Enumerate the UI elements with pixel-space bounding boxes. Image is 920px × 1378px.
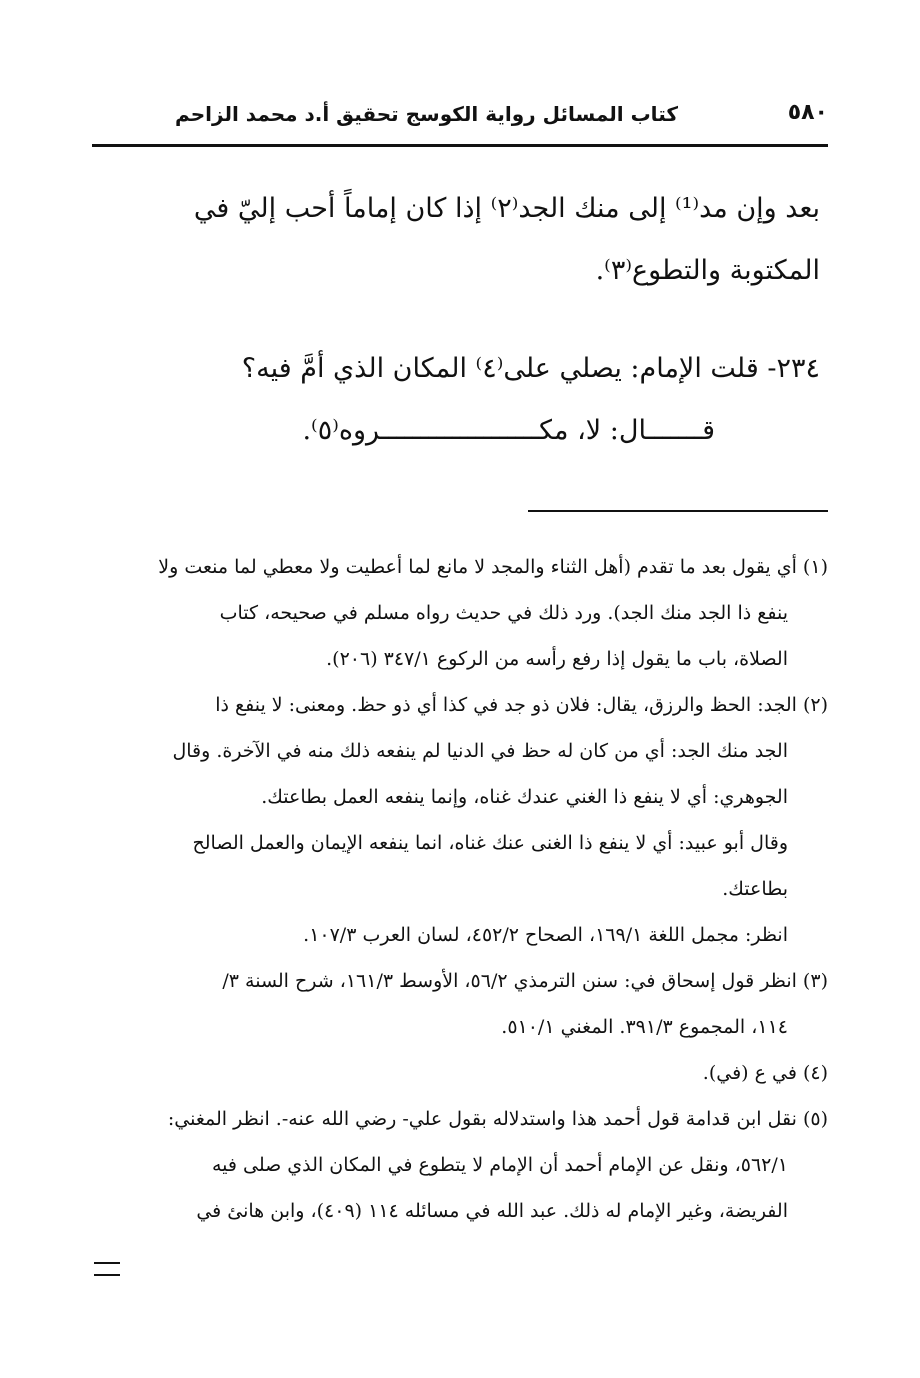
question-234: ٢٣٤- قلت الإمام: يصلي على⁽٤⁾ المكان الذي أمَّ فيه؟ xyxy=(241,353,820,384)
footnotes xyxy=(92,544,828,1234)
main-text xyxy=(92,178,820,462)
footnote-line: الصلاة، باب ما يقول إذا رفع رأسه من الركوع ٣٤٧/١ (٢٠٦). xyxy=(326,648,788,670)
footnote-line: الفريضة، وغير الإمام له ذلك. عبد الله في مسائله ١١٤ (٤٠٩)، وابن هانئ في xyxy=(196,1200,788,1222)
running-title: كتاب المسائل رواية الكوسج تحقيق أ.د محمد الزاحم xyxy=(175,102,678,126)
continuation-mark xyxy=(94,1262,120,1276)
main-line-1: بعد وإن مد⁽¹⁾ إلى منك الجد⁽٢⁾ إذا كان إماماً أحب إليّ في xyxy=(193,193,820,224)
footnote-line: (٥) نقل ابن قدامة قول أحمد هذا واستدلاله بقول علي- رضي الله عنه-. انظر المغني: xyxy=(167,1108,828,1130)
page-header xyxy=(92,96,828,147)
footnote-line: الجوهري: أي لا ينفع ذا الغني عندك غناه، وإنما ينفعه العمل بطاعتك. xyxy=(261,786,788,808)
footnote-line: ينفع ذا الجد منك الجد). ورد ذلك في حديث رواه مسلم في صحيحه، كتاب xyxy=(219,602,788,624)
footnote-line: (٤) في ع (في). xyxy=(702,1062,828,1084)
footnote-line: الجد منك الجد: أي من كان له حظ في الدنيا لم ينفعه ذلك منه في الآخرة. وقال xyxy=(172,740,788,762)
footnote-line: وقال أبو عبيد: أي لا ينفع ذا الغنى عنك غناه، انما ينفعه الإيمان والعمل الصالح xyxy=(192,832,788,854)
footnote-line: (٣) انظر قول إسحاق في: سنن الترمذي ٥٦/٢، الأوسط ١٦١/٣، شرح السنة ٣/ xyxy=(222,970,828,992)
footnote-line: ١١٤، المجموع ٣٩١/٣. المغني ٥١٠/١. xyxy=(501,1016,788,1038)
footnote-line: (١) أي يقول بعد ما تقدم (أهل الثناء والمجد لا مانع لما أعطيت ولا معطي لما منعت ولا xyxy=(158,556,828,578)
footnote-separator xyxy=(528,510,828,512)
footnote-line: ٥٦٢/١، ونقل عن الإمام أحمد أن الإمام لا يتطوع في المكان الذي صلى فيه xyxy=(211,1154,788,1176)
footnote-line: انظر: مجمل اللغة ١٦٩/١، الصحاح ٤٥٢/٢، لسان العرب ١٠٧/٣. xyxy=(303,924,788,946)
main-line-2: المكتوبة والتطوع⁽٣⁾. xyxy=(595,255,820,286)
answer-234: قـــــــال: لا، مكــــــــــــــــــــروه⁽٥⁾. xyxy=(302,415,715,446)
footnote-5 xyxy=(92,1096,828,1234)
page-number: ٥٨٠ xyxy=(787,100,828,125)
footnote-1 xyxy=(92,544,828,682)
footnote-line: بطاعتك. xyxy=(722,878,788,900)
footnote-3 xyxy=(92,958,828,1050)
footnote-2 xyxy=(92,682,828,958)
footnote-4 xyxy=(92,1050,828,1096)
footnote-line: (٢) الجد: الحظ والرزق، يقال: فلان ذو جد في كذا أي ذو حظ. ومعنى: لا ينفع ذا xyxy=(215,694,828,716)
